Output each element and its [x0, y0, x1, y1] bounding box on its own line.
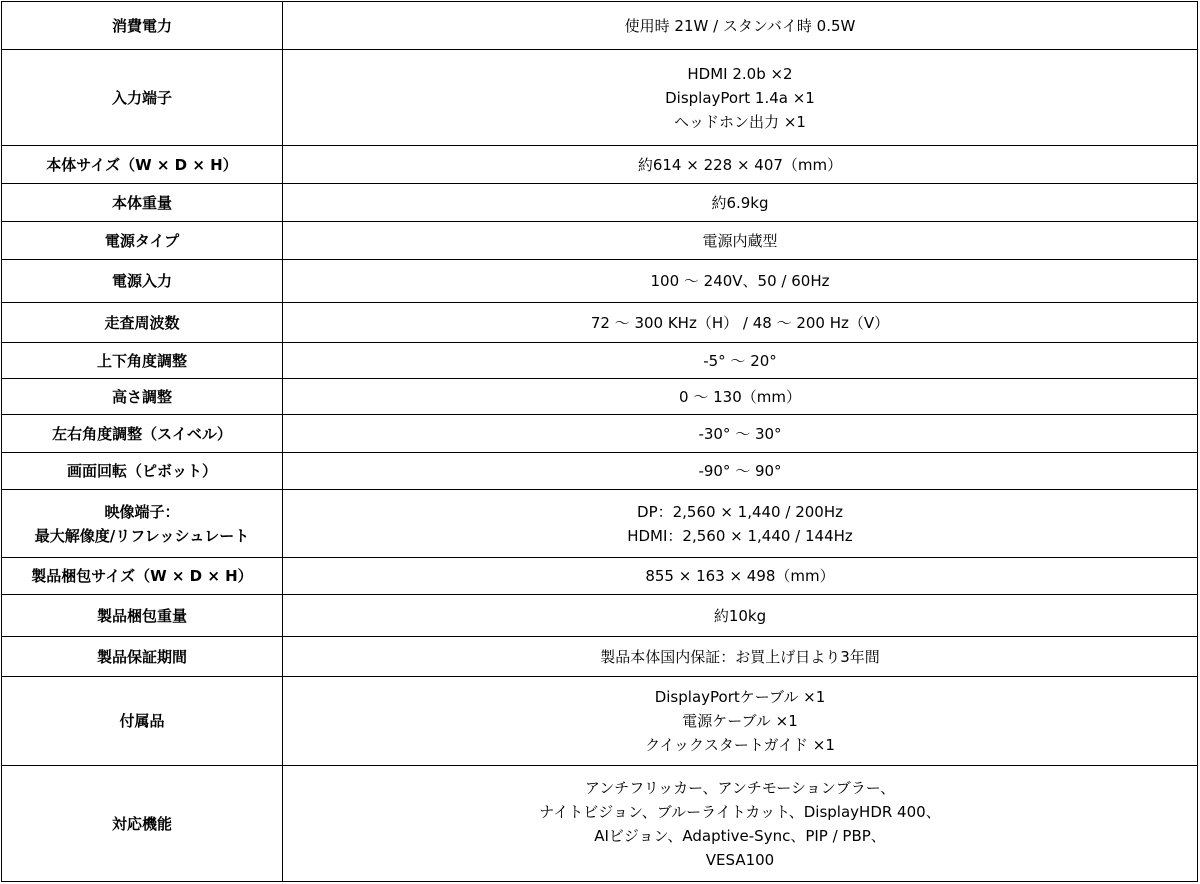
spec-row-package-weight — [2, 595, 1198, 637]
spec-value: アンチフリッカー、アンチモーションブラー、 ナイトビジョン、ブルーライトカット、DisplayHDR 400、 AIビジョン、Adaptive-Sync、PIP / PBP、 VESA100 — [283, 766, 1198, 882]
spec-row-features — [2, 766, 1198, 882]
spec-label: 画面回転（ピボット） — [2, 453, 283, 490]
spec-row-power-type — [2, 222, 1198, 260]
spec-label: 電源入力 — [2, 260, 283, 303]
spec-value: DP：2,560 × 1,440 / 200Hz HDMI：2,560 × 1,440 / 144Hz — [283, 490, 1198, 558]
spec-label: 走査周波数 — [2, 303, 283, 343]
spec-row-pivot — [2, 453, 1198, 490]
spec-row-power-input — [2, 260, 1198, 303]
spec-row-video-ports — [2, 490, 1198, 558]
spec-value: 約614 × 228 × 407（mm） — [283, 146, 1198, 184]
spec-value: 電源内蔵型 — [283, 222, 1198, 260]
spec-row-body-weight — [2, 184, 1198, 222]
spec-value: 製品本体国内保証：お買上げ日より3年間 — [283, 637, 1198, 677]
spec-value: -5° ～ 20° — [283, 343, 1198, 379]
spec-value: -30° ～ 30° — [283, 415, 1198, 453]
spec-label: 高さ調整 — [2, 379, 283, 415]
spec-label: 入力端子 — [2, 50, 283, 146]
spec-row-height-adjustment — [2, 379, 1198, 415]
spec-row-tilt — [2, 343, 1198, 379]
spec-value: 855 × 163 × 498（mm） — [283, 558, 1198, 595]
spec-label: 製品保証期間 — [2, 637, 283, 677]
spec-label: 映像端子： 最大解像度/リフレッシュレート — [2, 490, 283, 558]
spec-row-body-size — [2, 146, 1198, 184]
spec-row-accessories — [2, 677, 1198, 766]
spec-value: 0 ～ 130（mm） — [283, 379, 1198, 415]
spec-value: 約6.9kg — [283, 184, 1198, 222]
spec-row-power-consumption — [2, 2, 1198, 50]
spec-label: 付属品 — [2, 677, 283, 766]
spec-label: 製品梱包重量 — [2, 595, 283, 637]
spec-value: 100 ～ 240V、50 / 60Hz — [283, 260, 1198, 303]
spec-label: 製品梱包サイズ（W × D × H） — [2, 558, 283, 595]
spec-value: 約10kg — [283, 595, 1198, 637]
spec-row-warranty — [2, 637, 1198, 677]
spec-label: 電源タイプ — [2, 222, 283, 260]
spec-table — [1, 1, 1198, 882]
spec-row-swivel — [2, 415, 1198, 453]
spec-label: 左右角度調整（スイベル） — [2, 415, 283, 453]
spec-value: 使用時 21W / スタンバイ時 0.5W — [283, 2, 1198, 50]
spec-label: 本体重量 — [2, 184, 283, 222]
spec-label: 上下角度調整 — [2, 343, 283, 379]
spec-label: 本体サイズ（W × D × H） — [2, 146, 283, 184]
spec-value: 72 ～ 300 KHz（H） / 48 ～ 200 Hz（V） — [283, 303, 1198, 343]
spec-row-scan-frequency — [2, 303, 1198, 343]
spec-label: 対応機能 — [2, 766, 283, 882]
spec-row-input-ports — [2, 50, 1198, 146]
spec-label: 消費電力 — [2, 2, 283, 50]
spec-value: -90° ～ 90° — [283, 453, 1198, 490]
spec-row-package-size — [2, 558, 1198, 595]
spec-value: DisplayPortケーブル ×1 電源ケーブル ×1 クイックスタートガイド ×1 — [283, 677, 1198, 766]
spec-value: HDMI 2.0b ×2 DisplayPort 1.4a ×1 ヘッドホン出力 ×1 — [283, 50, 1198, 146]
